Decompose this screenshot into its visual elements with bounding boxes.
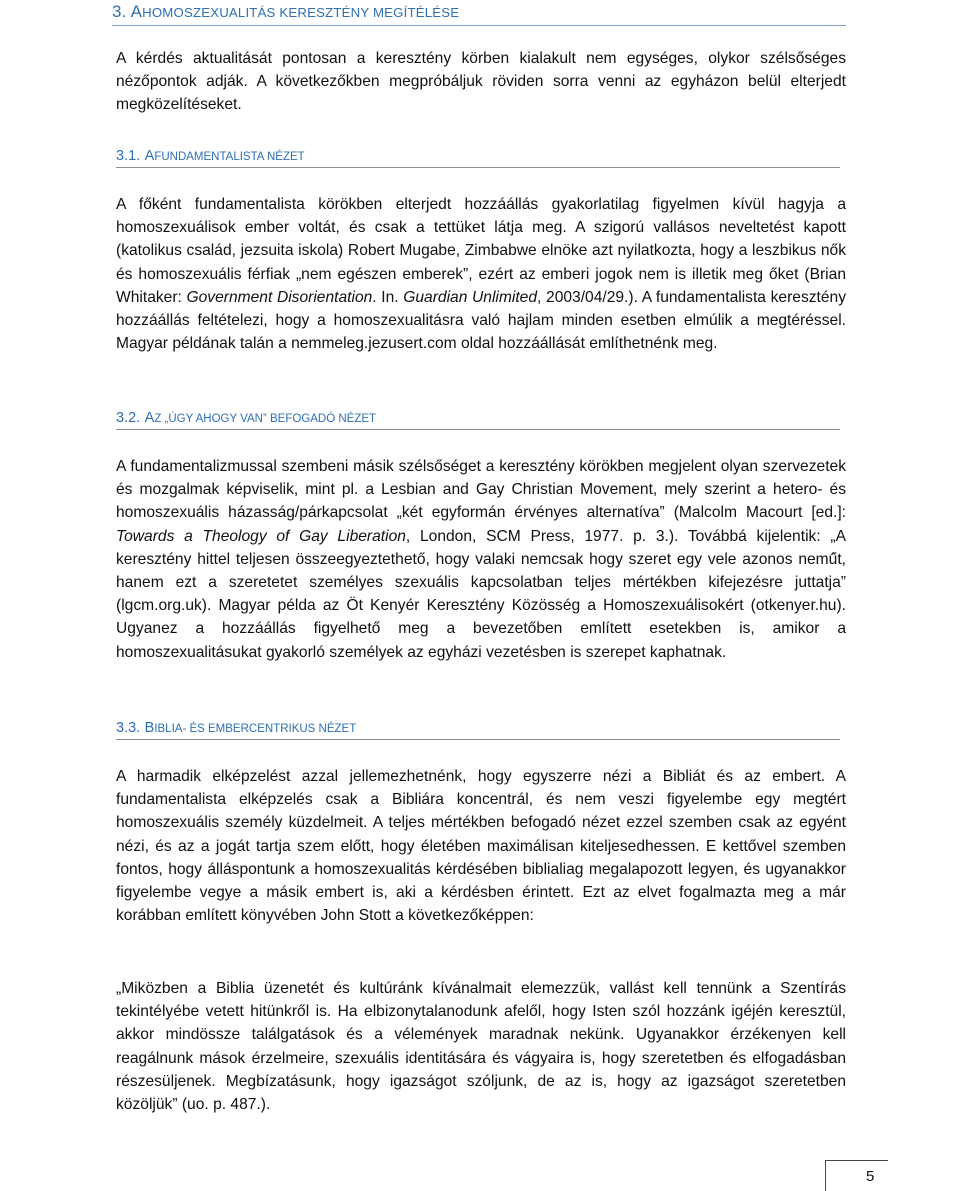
fundamentalist-paragraph (116, 193, 846, 355)
citation-title: Towards a Theology of Gay Liberation (116, 527, 406, 545)
text-run: , London, SCM Press, 1977. p. 3.). Továbbá kijelentik: „A keresztény hittel teljesen összeegyeztethető, hogy valaki nemcsak hogy szeret egy vele azonos nemű́t, hanem ezt a szeretetet személyes szexuális kapcsolatban teljes mértékben kifejezésre juttatja” (lgcm.org.uk). Magyar példa az Öt Kenyér Keresztény Közösség a Homoszexuálisokért (otkenyer.hu). Ugyanez a hozzáállás figyelhető meg a bevezetőben említett esetekben is, amikor a homoszexualitásukat gyakorló személyek az egyházi vezetésben is szerepet kaphatnak. (116, 527, 846, 661)
subsection-title: FUNDAMENTALISTA NÉZET (154, 151, 305, 163)
section-number: 3. (112, 2, 127, 21)
subsection-number: 3.1. (116, 148, 141, 164)
subsection-heading-3-3 (116, 718, 846, 739)
affirming-paragraph (116, 455, 846, 664)
intro-paragraph: A kérdés aktualitását pontosan a keresztény körben kialakult nem egységes, olykor szélsőséges nézőpontok adják. A következőkben megpróbáljuk röviden sorra venni az egyházon belül elterjedt megközelítéseket. (116, 50, 846, 114)
subsection-number: 3.3. (116, 720, 141, 736)
subsection-initial: A (144, 148, 155, 164)
subsection-initial: B (144, 720, 155, 736)
subsection-underline (116, 429, 840, 430)
stott-quote: „Miközben a Biblia üzenetét és kultúránk kívánalmait elemezzük, vallást kell tennünk a Szentírás tekintélyébe vetett hitünkről is. Ha elbizonytalanodunk afelől, hogy Isten szól hozzánk igéjén keresztül, akkor mindössze találgatások és a vélemények maradnak nekünk. Ugyanakkor érzékenyen kell reagálnunk mások érzelmeire, szexuális identitására és vágyaira is, hogy szeretetben és elfogadásban részesüljenek. Megbízatásunk, hogy igazságot szóljunk, de az is, hogy az igazságot szeretetben közöljük” (uo. p. 487.). (116, 980, 846, 1114)
subsection-number: 3.2. (116, 410, 141, 426)
subsection-initial: A (144, 410, 155, 426)
text-run: A fundamentalizmussal szembeni másik szélsőséget a keresztény körökben megjelent olyan szervezetek és mozgalmak képviselik, mint pl. a Lesbian and Gay Christian Movement, mely szerint a hetero- és homoszexuális házasság/párkapcsolat „két egyformán érvényes alternatíva” (Malcolm Macourt [ed.]: (116, 458, 846, 522)
subsection-underline (116, 167, 840, 168)
text-run: A főként fundamentalista körökben elterjedt hozzáállás gyakorlatilag figyelmen kívül hagyja a homoszexuálisok ember voltát, és csak a tettüket látja meg. A szigorú vallásos neveltetést kapott (katolikus család, jezsuita iskola) Robert Mugabe, Zimbabwe elnöke azt nyilatkozta, hogy a leszbikus nők és homoszexuális férfiak „nem egészen emberek”, ezért az emberi jogok nem is illetik meg őket (Brian Whitaker: (116, 196, 846, 306)
page-number: 5 (866, 1168, 875, 1185)
subsection-heading-3-2 (116, 408, 846, 429)
subsection-title: Z „ÚGY AHOGY VAN” BEFOGADÓ NÉZET (154, 413, 377, 425)
subsection-underline (116, 739, 840, 740)
subsection-title: IBLIA- ÉS EMBERCENTRIKUS NÉZET (154, 723, 357, 735)
citation-title: Government Disorientation (186, 288, 373, 306)
citation-source: Guardian Unlimited (403, 288, 538, 306)
text-run: , 2003/04/29.). A fundamentalista keresztény hozzáállás feltételezi, hogy a homoszexualitásra való hajlam minden esetben elmúlik a megtéréssel. Magyar példának talán a nemmeleg.jezusert.com oldal hozzáállását említhetnénk meg. (116, 288, 847, 353)
heading-underline (112, 25, 846, 26)
text-run: . In. (372, 288, 404, 306)
page-number-frame (825, 1160, 888, 1191)
biblical-paragraph: A harmadik elképzelést azzal jellemezhetnénk, hogy egyszerre nézi a Bibliát és az embert. A fundamentalista elképzelés csak a Bibliára koncentrál, és nem veszi figyelembe egy megtért homoszexuális személy küzdelmeit. A teljes mértékben befogadó nézet ezzel szemben csak az egyént nézi, és az a jogát tartja szem előtt, hogy életében maximálisan kiteljesedhessen. E kettővel szemben fontos, hogy álláspontunk a homoszexualitás kérdésében biblialiag megalapozott legyen, és ugyanakkor figyelembe vegye a másik embert is, aki a kérdésben érintett. Ezt az elvet fogalmazta meg a már korábban említett könyvében John Stott a következőképpen: (116, 768, 846, 925)
subsection-heading-3-1 (116, 146, 846, 167)
heading-initial: A (130, 2, 143, 21)
section-heading-3 (112, 0, 846, 25)
heading-text: HOMOSZEXUALITÁS KERESZTÉNY MEGÍTÉLÉSE (142, 5, 460, 20)
